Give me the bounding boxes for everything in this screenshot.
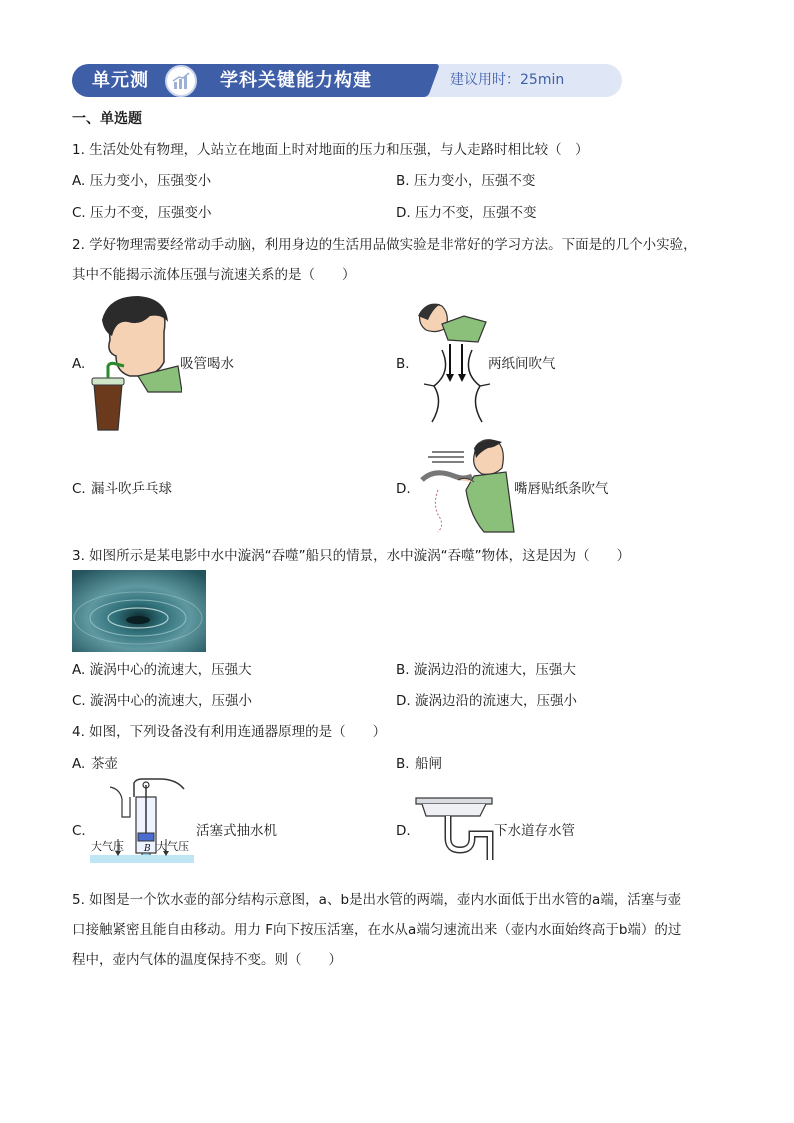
q1-option-d[interactable]: D. 压力不变，压强不变 <box>396 205 537 221</box>
q2-option-a-caption: 吸管喝水 <box>180 356 234 372</box>
question-5-stem-line1: 5. 如图是一个饮水壶的部分结构示意图，a、b是出水管的两端，壶内水面低于出水管的a端，活塞与壶 <box>72 892 682 908</box>
banner-title-left: 单元测 <box>92 70 149 91</box>
q2-option-d-letter[interactable]: D. <box>396 481 411 497</box>
q4-option-c-caption: 活塞式抽水机 <box>196 823 277 839</box>
q2-option-a-letter[interactable]: A. <box>72 356 86 372</box>
q3-option-a[interactable]: A. 漩涡中心的流速大，压强大 <box>72 662 252 678</box>
q2-option-b-letter[interactable]: B. <box>396 356 410 372</box>
q1-option-b[interactable]: B. 压力变小，压强不变 <box>396 173 536 189</box>
q2-option-c-caption: 漏斗吹乒乓球 <box>91 481 172 497</box>
q3-option-c[interactable]: C. 漩涡中心的流速大，压强小 <box>72 693 253 709</box>
question-4-stem: 4. 如图，下列设备没有利用连通器原理的是（ ） <box>72 724 387 740</box>
question-2-stem-line1: 2. 学好物理需要经常动手动脑，利用身边的生活用品做实验是非常好的学习方法。下面是的几个小实验， <box>72 237 697 253</box>
q4-option-b-caption: 船闸 <box>415 756 442 772</box>
drain-trap-illustration <box>414 794 496 864</box>
straw-drinking-illustration <box>88 292 182 434</box>
question-3-stem: 3. 如图所示是某电影中水中漩涡“吞噬”船只的情景，水中漩涡“吞噬”物体，这是因为（ ） <box>72 548 631 564</box>
q3-option-b[interactable]: B. 漩涡边沿的流速大，压强大 <box>396 662 576 678</box>
q4-option-d-caption: 下水道存水管 <box>494 823 575 839</box>
q4-option-a-caption: 茶壶 <box>91 756 118 772</box>
q4-option-a-letter[interactable]: A. <box>72 756 86 772</box>
whirlpool-photo <box>72 570 206 652</box>
q3-option-d[interactable]: D. 漩涡边沿的流速大，压强小 <box>396 693 577 709</box>
pump-label-left: 大气压 <box>91 840 124 853</box>
q1-option-a[interactable]: A. 压力变小，压强变小 <box>72 173 212 189</box>
chart-icon <box>165 65 197 97</box>
question-5-stem-line2: 口接触紧密且能自由移动。用力 F向下按压活塞，在水从a端匀速流出来（壶内水面始终高于b端）的过 <box>72 922 682 938</box>
question-2-stem-line2: 其中不能揭示流体压强与流速关系的是（ ） <box>72 267 356 283</box>
valve-label: B <box>144 844 151 854</box>
question-1-stem: 1. 生活处处有物理，人站立在地面上时对地面的压力和压强，与人走路时相比较（ ） <box>72 142 589 158</box>
q2-option-b-caption: 两纸间吹气 <box>488 356 556 372</box>
papers-blowing-illustration <box>414 300 492 426</box>
q4-option-b-letter[interactable]: B. <box>396 756 410 772</box>
section-title: 一、单选题 <box>72 111 142 127</box>
q2-option-d-caption: 嘴唇贴纸条吹气 <box>514 481 609 497</box>
pump-label-right: 大气压 <box>156 840 189 853</box>
q1-option-c[interactable]: C. 压力不变，压强变小 <box>72 205 212 221</box>
q2-option-c-letter[interactable]: C. <box>72 481 86 497</box>
q4-option-d-letter[interactable]: D. <box>396 823 411 839</box>
banner-title-right: 学科关键能力构建 <box>220 70 372 91</box>
piston-pump-illustration <box>90 777 194 863</box>
q4-option-c-letter[interactable]: C. <box>72 823 86 839</box>
question-5-stem-line3: 程中，壶内气体的温度保持不变。则（ ） <box>72 952 342 968</box>
time-hint: 建议用时：25min <box>450 72 565 88</box>
paper-strip-illustration <box>414 436 516 534</box>
